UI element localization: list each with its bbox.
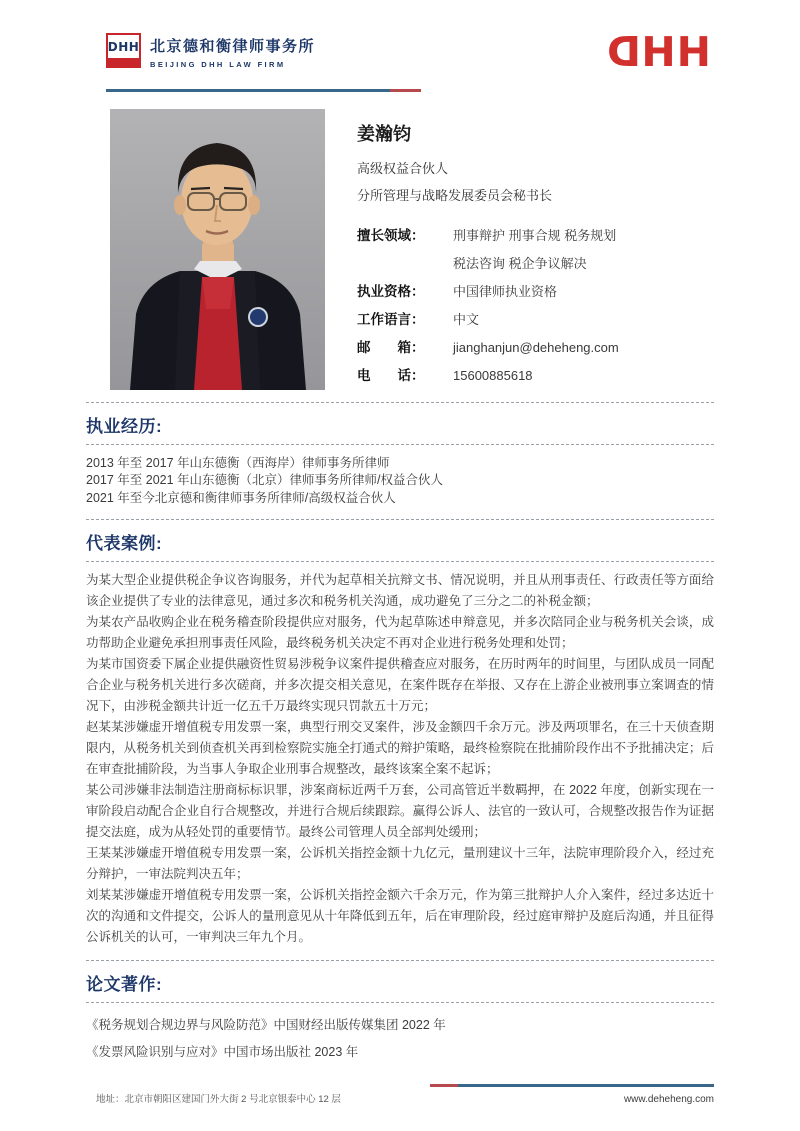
wordmark-letters-hh: HH: [641, 28, 712, 76]
profile-field-row: [357, 306, 714, 334]
case-item: 刘某某涉嫌虚开增值税专用发票一案，公诉机关指控金额六千余万元，作为第三批辩护人介入案件，经过多达近十次的沟通和文件提交，公诉人的量刑意见从十年降低到五年，后在审理阶段，经过庭审辩护及庭后沟通，并且征得公诉机关的认可，一审判决三年九个月。: [86, 888, 714, 945]
firm-logo-block: [106, 33, 315, 69]
dashed-divider: [86, 519, 714, 520]
profile-section: [0, 109, 800, 390]
profile-field-row: [357, 362, 714, 390]
lawyer-name: 姜瀚钧: [357, 123, 411, 144]
footer-divider-blue: [458, 1084, 714, 1087]
experience-item: 2017 年至 2021 年山东德衡（北京）律师事务所律师/权益合伙人: [86, 473, 444, 488]
dashed-divider: [86, 1002, 714, 1003]
header-divider-red: [390, 89, 421, 92]
header-divider: [106, 89, 421, 92]
dashed-divider: [86, 561, 714, 562]
office-address: 地址：北京市朝阳区建国门外大街 2 号北京银泰中心 12 层: [96, 1094, 341, 1105]
case-item: 为某农产品收购企业在税务稽查阶段提供应对服务，代为起草陈述申辩意见，并多次陪同企业与税务机关会谈，成功帮助企业避免承担刑事责任风险，最终税务机关决定不再对企业进行税务处理和处罚；: [86, 615, 714, 651]
cases-section: [0, 519, 800, 948]
page-header: [0, 0, 800, 76]
dashed-divider: [86, 444, 714, 445]
field-values: [453, 222, 616, 278]
footer-divider: [430, 1084, 714, 1087]
publications-section: [0, 960, 800, 1066]
page-footer: [86, 1084, 714, 1105]
lawyer-title: 高级权益合伙人: [357, 160, 449, 176]
experience-item: 2021 年至今北京德和衡律师事务所律师/高级权益合伙人: [86, 490, 396, 505]
field-value: 刑事辩护 刑事合规 税务规划: [453, 227, 617, 243]
lawyer-titles: [357, 155, 714, 209]
firm-name-cn: 北京德和衡律师事务所: [150, 38, 316, 55]
portrait-photo: [110, 109, 325, 390]
firm-name-en: BEIJING DHH LAW FIRM: [150, 60, 286, 69]
field-label: 擅长领域：: [357, 227, 425, 243]
profile-field-row: [357, 278, 714, 306]
case-item: 某公司涉嫌非法制造注册商标标识罪，涉案商标近两千万套，公司高管近半数羁押，在 2022 年度，创新实现在一审阶段启动配合企业自行合规整改，并进行合规后续跟踪。赢得公诉人、法官的一致认可，合规整改报告作为证据提交法庭，成为从轻处罚的重要情节。最终公司管理人员全部判处缓刑；: [86, 783, 714, 840]
field-label: 邮 箱：: [357, 339, 425, 355]
case-item: 为某市国资委下属企业提供融资性贸易涉税争议案件提供稽查应对服务，在历时两年的时间里，与团队成员一同配合企业与税务机关进行多次磋商，并多次提交相关意见，在案件既存在举报、又存在上游企业被刑事立案调查的情况下，由涉税金额共计近一亿五千万最终实现只罚款五十万元；: [86, 657, 714, 714]
field-value: jianghanjun@deheheng.com: [453, 339, 619, 355]
logo-mark-red-strip: [108, 58, 139, 66]
experience-item: 2013 年至 2017 年山东德衡（西海岸）律师事务所律师: [86, 455, 390, 470]
profile-fields: [357, 222, 714, 390]
firm-website: www.deheheng.com: [623, 1094, 714, 1105]
wordmark-letter-d: D: [606, 28, 642, 76]
field-values: [453, 278, 557, 306]
logo-mark-text: DHH: [107, 39, 140, 54]
field-label: 执业资格：: [357, 283, 425, 299]
firm-names: [150, 33, 315, 69]
field-value: 税法咨询 税企争议解决: [453, 255, 587, 271]
footer-right: [430, 1084, 714, 1105]
case-item: 为某大型企业提供税企争议咨询服务，并代为起草相关抗辩文书、情况说明，并且从刑事责任、行政责任等方面给该企业提供了专业的法律意见，通过多次和税务机关沟通，成功避免了三分之二的补税金额；: [86, 573, 714, 609]
portrait-illustration: [110, 109, 325, 390]
footer-divider-red: [430, 1084, 458, 1087]
dashed-divider: [86, 402, 714, 403]
profile-info: [357, 109, 714, 390]
field-value: 中文: [453, 311, 480, 327]
profile-field-row: [357, 334, 714, 362]
dashed-divider: [86, 960, 714, 961]
field-value: 15600885618: [453, 367, 533, 383]
dhh-logo-mark-icon: [106, 33, 141, 68]
cases-section-title: 代表案例:: [86, 534, 163, 554]
dhh-wordmark-logo: [606, 28, 712, 76]
header-divider-blue: [106, 89, 390, 92]
cases-list: [86, 570, 714, 948]
experience-section: [0, 402, 800, 508]
experience-section-title: 执业经历:: [86, 416, 163, 436]
publications-list: [86, 1012, 714, 1066]
publications-section-title: 论文著作:: [86, 975, 163, 995]
field-values: [453, 334, 619, 362]
field-values: [453, 306, 479, 334]
field-label: 电 话：: [357, 367, 425, 383]
case-item: 王某某涉嫌虚开增值税专用发票一案，公诉机关指控金额十九亿元，量刑建议十三年，法院审理阶段介入，经过充分辩护，一审法院判决五年；: [86, 846, 714, 882]
case-item: 赵某某涉嫌虚开增值税专用发票一案，典型行刑交叉案件，涉及金额四千余万元。涉及两项罪名，在三十天侦查期限内，从税务机关到侦查机关再到检察院实施全打通式的辩护策略，最终检察院在批捕阶段作出不予批捕决定；后在审查批捕阶段，为当事人争取企业刑事合规整改，最终该案全案不起诉；: [86, 720, 714, 777]
experience-list: [86, 455, 714, 508]
field-label: 工作语言：: [357, 311, 425, 327]
profile-field-row: [357, 222, 714, 278]
field-values: [453, 362, 533, 390]
field-value: 中国律师执业资格: [453, 283, 558, 299]
publication-item: 《税务规划合规边界与风险防范》中国财经出版传媒集团 2022 年: [86, 1018, 446, 1033]
publication-item: 《发票风险识别与应对》中国市场出版社 2023 年: [86, 1045, 359, 1060]
lawyer-title: 分所管理与战略发展委员会秘书长: [357, 187, 553, 203]
